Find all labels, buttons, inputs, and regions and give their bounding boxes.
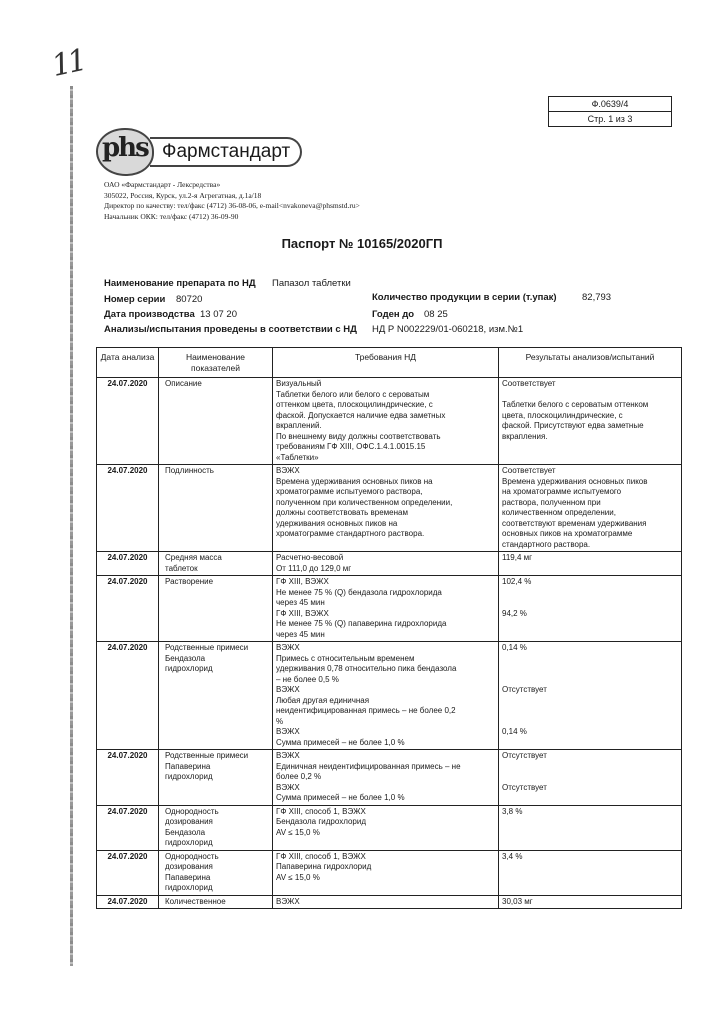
blank-line (502, 664, 678, 675)
cell-line: 102,4 % (502, 577, 532, 586)
table-header-row (97, 348, 682, 378)
blank-line (502, 772, 678, 783)
cell-results (499, 642, 682, 750)
cell-line: вкрапления. (502, 431, 548, 441)
company-logo (96, 130, 302, 174)
table-row (97, 465, 682, 552)
cell-line: Папаверина (165, 872, 211, 882)
cell-line: Отсутствует (502, 751, 547, 760)
cell-indicator (159, 576, 273, 642)
cell-indicator (159, 805, 273, 850)
cell-line: гидрохлорид (165, 664, 213, 673)
table-row (97, 895, 682, 909)
expiry-value: 08 25 (424, 309, 448, 320)
cell-line: ВЭЖХ (276, 643, 300, 652)
cell-line: Отсутствует (502, 685, 547, 694)
cell-line: ВЭЖХ (276, 782, 300, 792)
cell-requirements (273, 805, 499, 850)
cell-line: Визуальный (276, 379, 322, 388)
cell-requirements (273, 378, 499, 465)
cell-requirements (273, 576, 499, 642)
cell-line: От 111,0 до 129,0 мг (276, 563, 352, 573)
cell-requirements (273, 895, 499, 909)
cell-line: 119,4 мг (502, 553, 533, 562)
cell-results (499, 552, 682, 576)
cell-line: Папаверина (165, 761, 211, 771)
cell-date: 24.07.2020 (97, 576, 159, 642)
document-title: Паспорт № 10165/2020ГП (281, 236, 443, 251)
header-requirements: Требования НД (273, 348, 499, 378)
cell-line: ВЭЖХ (276, 727, 300, 736)
cell-line: Родственные примеси (165, 751, 249, 760)
table-row (97, 750, 682, 806)
table-row (97, 378, 682, 465)
cell-line: Примесь с относительным временем (276, 653, 415, 663)
cell-line: Любая другая единичная (276, 695, 370, 705)
blank-line (502, 762, 678, 773)
cell-date: 24.07.2020 (97, 465, 159, 552)
scan-edge-line (70, 86, 73, 966)
cell-line: должны соответствовать временам (276, 508, 408, 517)
cell-line: раствора, полученном при (502, 497, 601, 507)
cell-line: Однородность (165, 806, 219, 816)
table-row (97, 552, 682, 576)
header-indicator: Наименование показателей (159, 348, 273, 378)
cell-results (499, 378, 682, 465)
header-date: Дата анализа (97, 348, 159, 378)
cell-line: Соответствует (502, 466, 556, 475)
cell-line: требованиям ГФ XIII, ОФС.1.4.1.0015.15 (276, 442, 426, 451)
cell-line: – не более 0,5 % (276, 674, 339, 684)
cell-date: 24.07.2020 (97, 895, 159, 909)
cell-line: Растворение (165, 577, 214, 586)
cell-line: Бендазола гидрохлорид (276, 817, 366, 826)
nd-number-value: НД Р N002229/01-060218, изм.№1 (372, 324, 524, 335)
expiry-label: Годен до (372, 309, 415, 320)
cell-line: Родственные примеси (165, 643, 249, 652)
cell-indicator (159, 895, 273, 909)
cell-line: удерживания основных пиков на (276, 518, 398, 528)
analyses-standard-label: Анализы/испытания проведены в соответствии с НД (104, 324, 357, 335)
form-code-box (548, 96, 672, 127)
cell-line: AV ≤ 15,0 % (276, 872, 320, 882)
cell-line: на хроматограмме испытуемого (502, 487, 622, 496)
cell-results (499, 750, 682, 806)
product-name-value: Папазол таблетки (272, 278, 351, 289)
cell-line: фаской. Допускается наличие едва заметных (276, 410, 446, 420)
blank-line (502, 598, 678, 609)
cell-line: через 45 мин (276, 598, 325, 607)
cell-line: через 45 мин (276, 629, 325, 639)
cell-line: таблеток (165, 563, 198, 573)
cell-line: вкраплений. (276, 421, 322, 430)
cell-line: Сумма примесей – не более 1,0 % (276, 793, 405, 802)
cell-line: Папаверина гидрохлорид (276, 862, 372, 871)
production-date-label: Дата производства (104, 309, 195, 320)
cell-results (499, 805, 682, 850)
analysis-table (96, 347, 682, 909)
cell-line: Средняя масса (165, 553, 222, 562)
cell-line: дозирования (165, 862, 213, 871)
table-row (97, 805, 682, 850)
cell-line: хроматограмме испытуемого раствора, (276, 487, 423, 496)
table-body (97, 378, 682, 909)
blank-line (502, 654, 678, 665)
cell-line: Времена удерживания основных пиков на (276, 476, 433, 486)
cell-line: 0,14 % (502, 643, 527, 652)
cell-requirements (273, 850, 499, 895)
cell-results (499, 850, 682, 895)
cell-line: неидентифицированная примесь – не более 0,2 (276, 706, 456, 715)
blank-line (502, 390, 678, 401)
page-counter: Стр. 1 из 3 (549, 111, 671, 126)
cell-line: Сумма примесей – не более 1,0 % (276, 737, 405, 747)
cell-line: ГФ XIII, способ 1, ВЭЖХ (276, 851, 366, 861)
cell-requirements (273, 750, 499, 806)
cell-date: 24.07.2020 (97, 642, 159, 750)
cell-line: «Таблетки» (276, 452, 319, 462)
cell-line: оттенком цвета, плоскоцилиндрические, с (276, 400, 433, 409)
quantity-value: 82,793 (582, 292, 612, 303)
cell-line: Расчетно-весовой (276, 553, 344, 562)
cell-line: ВЭЖХ (276, 466, 300, 475)
cell-line: Единичная неидентифицированная примесь – не (276, 761, 461, 771)
blank-line (502, 675, 678, 686)
cell-line: стандартного раствора. (502, 539, 591, 549)
cell-line: фаской. Присутствуют едва заметные (502, 421, 644, 430)
cell-line: 30,03 мг (502, 896, 533, 906)
cell-line: % (276, 716, 284, 726)
cell-line: ГФ XIII, ВЭЖХ (276, 608, 329, 618)
blank-line (502, 696, 678, 707)
cell-line: По внешнему виду должны соответствовать (276, 431, 441, 441)
cell-indicator (159, 642, 273, 750)
table-row (97, 850, 682, 895)
cell-requirements (273, 642, 499, 750)
cell-indicator (159, 552, 273, 576)
cell-results (499, 465, 682, 552)
cell-results (499, 576, 682, 642)
cell-line: Бендазола (165, 827, 206, 837)
cell-indicator (159, 750, 273, 806)
cell-line: основных пиков на хроматограмме (502, 529, 633, 538)
cell-line: 3,8 % (502, 806, 523, 816)
cell-date: 24.07.2020 (97, 805, 159, 850)
cell-line: Бендазола (165, 653, 206, 663)
company-details (104, 180, 360, 222)
cell-indicator (159, 850, 273, 895)
blank-line (502, 717, 678, 728)
table-row (97, 576, 682, 642)
cell-line: полученном при количественном определении, (276, 497, 453, 507)
series-label: Номер серии (104, 294, 166, 305)
cell-line: удерживания 0,78 относительно пика бендазола (276, 664, 457, 673)
production-date-value: 13 07 20 (200, 309, 237, 320)
cell-line: хроматограмме стандартного раствора. (276, 529, 425, 538)
cell-line: ВЭЖХ (276, 751, 300, 760)
cell-line: ГФ XIII, способ 1, ВЭЖХ (276, 806, 366, 816)
quantity-label: Количество продукции в серии (т.упак) (372, 292, 557, 303)
cell-line: Соответствует (502, 379, 556, 388)
cell-line: Таблетки белого с сероватым оттенком (502, 400, 649, 409)
logo-name: Фармстандарт (150, 137, 302, 167)
series-value: 80720 (176, 294, 203, 305)
cell-indicator (159, 465, 273, 552)
cell-line: более 0,2 % (276, 772, 322, 781)
cell-line: Количественное (165, 896, 226, 906)
cell-line: Отсутствует (502, 782, 547, 792)
cell-line: Однородность (165, 851, 219, 861)
cell-indicator (159, 378, 273, 465)
table-row (97, 642, 682, 750)
cell-line: 94,2 % (502, 608, 527, 618)
cell-date: 24.07.2020 (97, 378, 159, 465)
blank-line (502, 706, 678, 717)
company-line: ОАО «Фармстандарт - Лексредства» (104, 180, 221, 189)
cell-line: гидрохлорид (165, 772, 213, 781)
cell-line: AV ≤ 15,0 % (276, 827, 320, 837)
cell-line: Подлинность (165, 466, 214, 475)
cell-line: Не менее 75 % (Q) папаверина гидрохлорида (276, 619, 447, 628)
cell-line: ГФ XIII, ВЭЖХ (276, 577, 329, 586)
cell-line: Времена удерживания основных пиков (502, 476, 648, 486)
cell-line: Не менее 75 % (Q) бендазола гидрохлорида (276, 587, 442, 597)
cell-line: 0,14 % (502, 727, 527, 736)
cell-line: ВЭЖХ (276, 896, 300, 906)
product-name-label: Наименование препарата по НД (104, 278, 256, 289)
logo-mark (96, 128, 154, 176)
cell-line: ВЭЖХ (276, 685, 300, 694)
cell-line: количественном определении, (502, 508, 616, 517)
cell-line: 3,4 % (502, 851, 523, 861)
cell-requirements (273, 552, 499, 576)
cell-line: гидрохлорид (165, 883, 213, 892)
cell-results (499, 895, 682, 909)
cell-requirements (273, 465, 499, 552)
cell-line: Описание (165, 379, 202, 388)
logo-letters: phs (102, 133, 148, 163)
company-line: Директор по качеству: тел/факс (4712) 36-08-06, e-mail<nvakoneva@phsmstd.ru> (104, 201, 360, 210)
cell-line: соответствуют временам удерживания (502, 518, 647, 528)
header-results: Результаты анализов/испытаний (499, 348, 682, 378)
cell-date: 24.07.2020 (97, 850, 159, 895)
cell-line: дозирования (165, 817, 213, 826)
cell-line: цвета, плоскоцилиндрические, с (502, 410, 623, 420)
form-code: Ф.0639/4 (591, 99, 629, 109)
cell-date: 24.07.2020 (97, 750, 159, 806)
cell-line: гидрохлорид (165, 838, 213, 847)
cell-date: 24.07.2020 (97, 552, 159, 576)
handwritten-page-mark: 11 (48, 43, 88, 84)
cell-line: Таблетки белого или белого с сероватым (276, 389, 430, 399)
company-line: Начальник ОКК: тел/факс (4712) 36-09-90 (104, 211, 239, 221)
blank-line (502, 588, 678, 599)
company-line: 305022, Россия, Курск, ул.2-я Агрегатная, д.1а/18 (104, 190, 262, 200)
